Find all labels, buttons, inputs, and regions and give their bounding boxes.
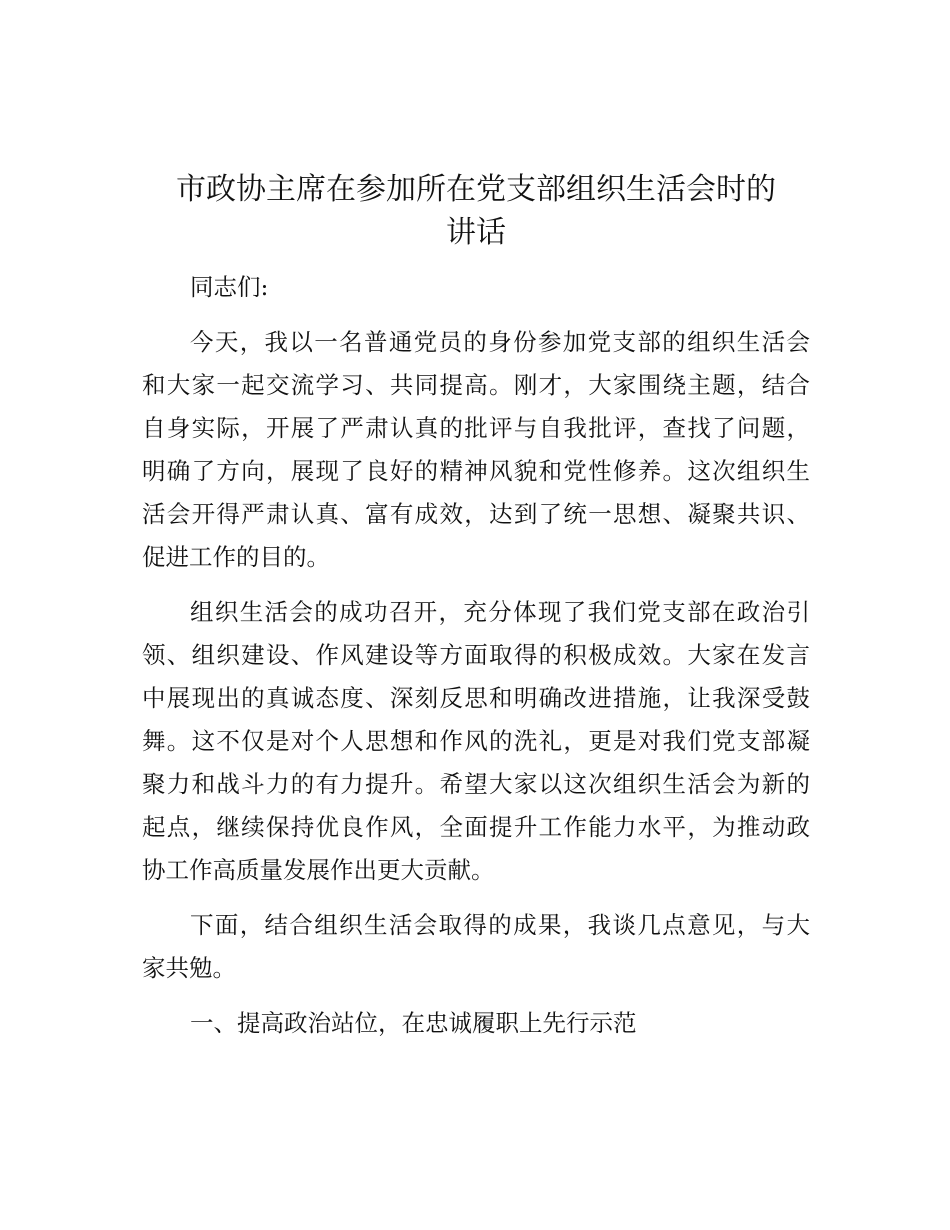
paragraph-line: 下面，结合组织生活会取得的成果，我谈几点意见，与大	[190, 911, 810, 939]
paragraph-line: 协工作高质量发展作出更大贡献。	[142, 856, 495, 884]
paragraph-line: 一、提高政治站位，在忠诚履职上先行示范	[190, 1009, 637, 1037]
paragraph-line: 领、组织建设、作风建设等方面取得的积极成效。大家在发言	[142, 641, 810, 669]
document-page	[142, 168, 810, 1045]
title-line: 市政协主席在参加所在党支部组织生活会时的	[176, 172, 776, 207]
title-line: 讲话	[446, 215, 506, 250]
body-paragraph	[142, 904, 810, 990]
paragraph-line: 促进工作的目的。	[142, 543, 330, 571]
body-paragraph	[142, 591, 810, 892]
paragraph-line: 舞。这不仅是对个人思想和作风的洗礼，更是对我们党支部凝	[142, 727, 810, 755]
paragraph-line: 家共勉。	[142, 954, 236, 982]
document-title	[142, 168, 810, 254]
paragraph-line: 聚力和战斗力的有力提升。希望大家以这次组织生活会为新的	[142, 770, 810, 798]
paragraph-line: 组织生活会的成功召开，充分体现了我们党支部在政治引	[190, 598, 810, 626]
salutation-line: 同志们:	[190, 273, 269, 301]
paragraph-line: 起点，继续保持优良作风，全面提升工作能力水平，为推动政	[142, 813, 810, 841]
section-heading	[142, 1002, 810, 1045]
paragraph-line: 明确了方向，展现了良好的精神风貌和党性修养。这次组织生	[142, 457, 810, 485]
paragraph-line: 自身实际，开展了严肃认真的批评与自我批评，查找了问题，	[142, 414, 810, 442]
salutation	[142, 266, 810, 309]
paragraph-line: 今天，我以一名普通党员的身份参加党支部的组织生活会	[190, 328, 810, 356]
paragraph-line: 和大家一起交流学习、共同提高。刚才，大家围绕主题，结合	[142, 371, 810, 399]
body-paragraph	[142, 321, 810, 579]
paragraph-line: 中展现出的真诚态度、深刻反思和明确改进措施，让我深受鼓	[142, 684, 810, 712]
paragraph-line: 活会开得严肃认真、富有成效，达到了统一思想、凝聚共识、	[142, 500, 810, 528]
